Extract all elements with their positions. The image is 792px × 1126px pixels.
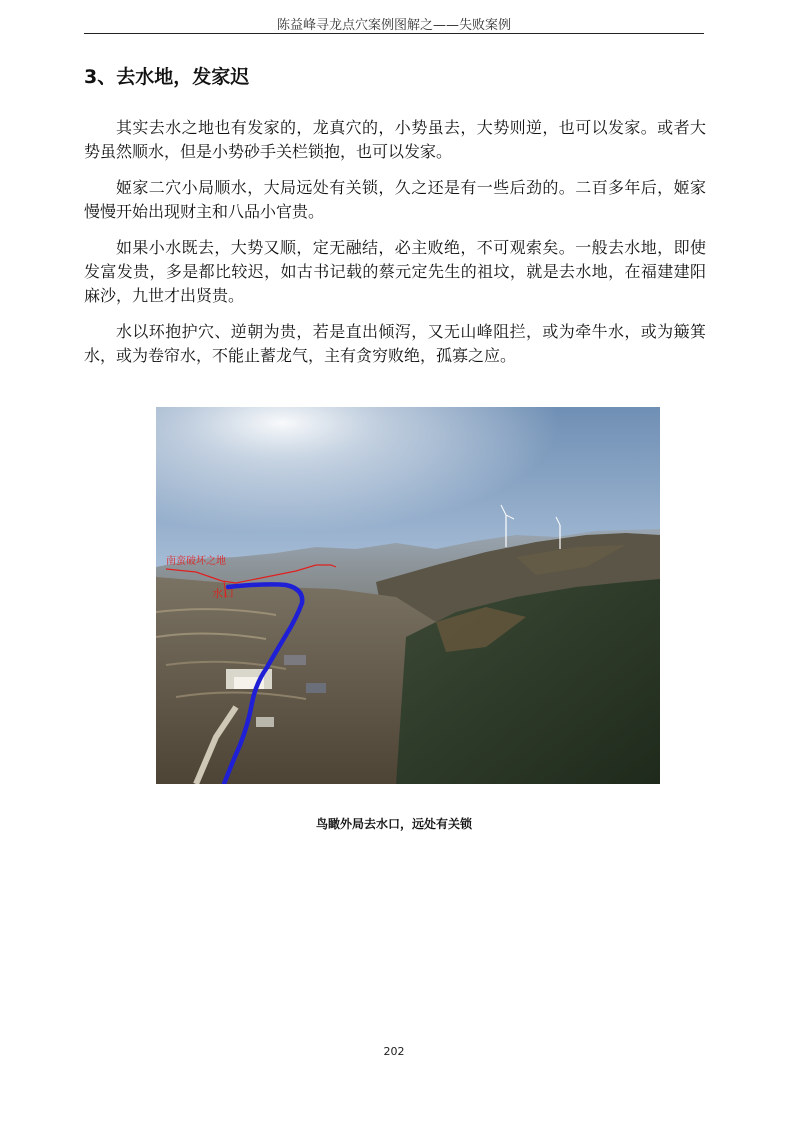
aerial-photo: [156, 407, 660, 784]
paragraph: 水以环抱护穴、逆朝为贵，若是直出倾泻，又无山峰阻拦，或为牵牛水，或为簸箕水，或为卷帘水，不能止蓄龙气，主有贪穷败绝，孤寡之应。: [84, 322, 706, 365]
paragraph: 姬家二穴小局顺水，大局远处有关锁，久之还是有一些后劲的。二百多年后，姬家慢慢开始出现财主和八品小官贵。: [84, 178, 706, 221]
water-outlet-label: 水口: [212, 587, 234, 600]
header-divider: [84, 33, 704, 34]
paragraph: 如果小水既去，大势又顺，定无融结，必主败绝，不可观索矣。一般去水地，即使发富发贵，多是都比较迟，如古书记载的蔡元定先生的祖坟，就是去水地，在福建建阳麻沙，九世才出贤贵。: [84, 238, 706, 305]
body-text: [84, 116, 706, 380]
running-header: 陈益峰寻龙点穴案例图解之——失败案例: [276, 18, 511, 33]
figure-caption: 鸟瞰外局去水口，远处有关锁: [315, 817, 472, 831]
section-title: 3、去水地，发家迟: [84, 66, 250, 88]
page-number: 202: [383, 1045, 405, 1058]
paragraph: 其实去水之地也有发家的，龙真穴的，小势虽去，大势则逆，也可以发家。或者大势虽然顺水，但是小势砂手关栏锁抱，也可以发家。: [84, 118, 706, 161]
broken-area-label: 南蛮破坏之地: [166, 556, 226, 567]
